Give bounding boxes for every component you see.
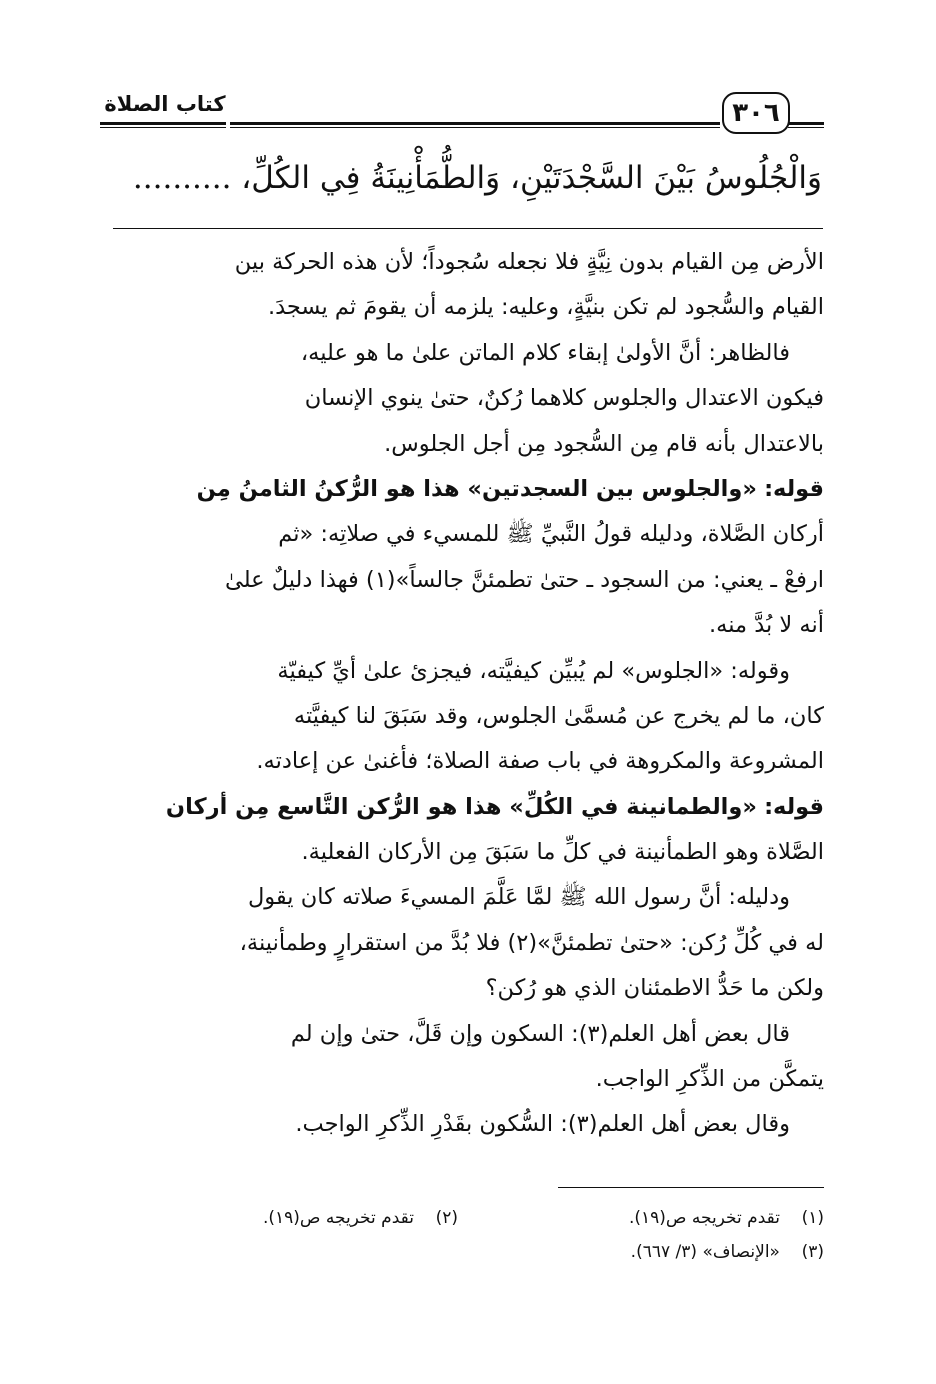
header-rule-left <box>100 122 226 125</box>
commentary-body <box>112 240 824 1148</box>
header-rule-left-thin <box>100 127 226 128</box>
body-line: فيكون الاعتدال والجلوس كلاهما رُكنٌ، حتىٰ ينوي الإنسان <box>304 385 824 412</box>
body-line: بالاعتدال بأنه قام مِن السُّجود مِن أجل الجلوس. <box>384 430 824 457</box>
qawluhu-label: قوله: <box>764 475 824 502</box>
body-line: المشروعة والمكروهة في باب صفة الصلاة؛ فأغنىٰ عن إعادته. <box>256 748 824 775</box>
qawluhu-label: قوله: <box>764 793 824 820</box>
body-line: وقوله: «الجلوس» لم يُبيِّن كيفيَّته، فيجزئ علىٰ أيِّ كيفيّة <box>277 657 790 684</box>
quoted-matn: «والطمانينة في الكُلِّ» هذا هو الرُّكن التَّاسع مِن أركان <box>165 793 757 820</box>
footnote-divider <box>558 1187 824 1188</box>
body-line: قال بعض أهل العلم(٣): السكون وإن قَلَّ، حتىٰ وإن لم <box>290 1020 790 1047</box>
footnote-text: «الإنصاف» (٣/ ٦٦٧). <box>630 1242 780 1262</box>
body-line: فالظاهر: أنَّ الأولىٰ إبقاء كلام الماتن علىٰ ما هو عليه، <box>300 339 790 366</box>
body-line: ولكن ما حَدُّ الاطمئنان الذي هو رُكن؟ <box>485 975 824 1002</box>
body-line: له في كُلِّ رُكن: «حتىٰ تطمئنَّ»(٢) فلا بُدَّ من استقرارٍ وطمأنينة، <box>239 929 824 956</box>
header-rule-middle-thin <box>230 127 720 128</box>
quoted-matn: «والجلوس بين السجدتين» هذا هو الرُّكنُ الثامنُ مِن <box>196 475 757 502</box>
page-number: ٣٠٦ <box>722 92 790 134</box>
footnote-number: (١) <box>801 1208 824 1228</box>
body-line: ودليله: أنَّ رسول الله ﷺ لمَّا عَلَّمَ المسيءَ صلاته كان يقول <box>247 884 790 911</box>
body-line: الأرض مِن القيام بدون نِيَّةٍ فلا نجعله سُجوداً؛ لأن هذه الحركة بين <box>234 249 824 275</box>
footnote-number: (٢) <box>435 1208 458 1228</box>
body-line: أنه لا بُدَّ منه. <box>709 612 824 639</box>
body-line: أركان الصَّلاة، ودليله قولُ النَّبيِّ ﷺ للمسيء في صلاتِه: «ثم <box>278 521 824 548</box>
body-line <box>112 785 824 830</box>
footnote-3 <box>631 1242 824 1262</box>
body-line: وقال بعض أهل العلم(٣): السُّكون بقَدْرِ الذِّكرِ الواجب. <box>295 1111 790 1138</box>
body-line: يتمكَّن من الذِّكرِ الواجب. <box>595 1066 824 1093</box>
footnote-text: تقدم تخريجه ص(١٩). <box>262 1208 414 1228</box>
header-rule-middle <box>230 122 720 125</box>
body-line: القيام والسُّجود لم تكن بنيَّةٍ، وعليه: يلزمه أن يقومَ ثم يسجدَ. <box>267 294 824 321</box>
matn-text: وَالْجُلُوسُ بَيْنَ السَّجْدَتَيْنِ، وَالطُّمَأْنِينَةُ فِي الكُلِّ، .......... <box>132 160 822 196</box>
running-title: كتاب الصلاة <box>104 92 226 116</box>
header-rule-right <box>788 122 824 125</box>
footnote-1 <box>629 1208 824 1228</box>
matn-divider <box>113 228 823 229</box>
header-rule-right-thin <box>788 127 824 128</box>
body-line: ارفعْ ـ يعني: من السجود ـ حتىٰ تطمئنَّ جالساً»(١) فهذا دليلٌ علىٰ <box>224 566 824 593</box>
footnote-text: تقدم تخريجه ص(١٩). <box>628 1208 780 1228</box>
footnote-2 <box>263 1208 458 1228</box>
body-line: الصَّلاة وهو الطمأنينة في كلِّ ما سَبَقَ مِن الأركان الفعلية. <box>301 839 824 866</box>
footnote-number: (٣) <box>801 1242 824 1262</box>
body-line: كان، ما لم يخرج عن مُسمَّىٰ الجلوس، وقد سَبَقَ لنا كيفيَّته <box>293 702 824 729</box>
body-line <box>112 467 824 512</box>
